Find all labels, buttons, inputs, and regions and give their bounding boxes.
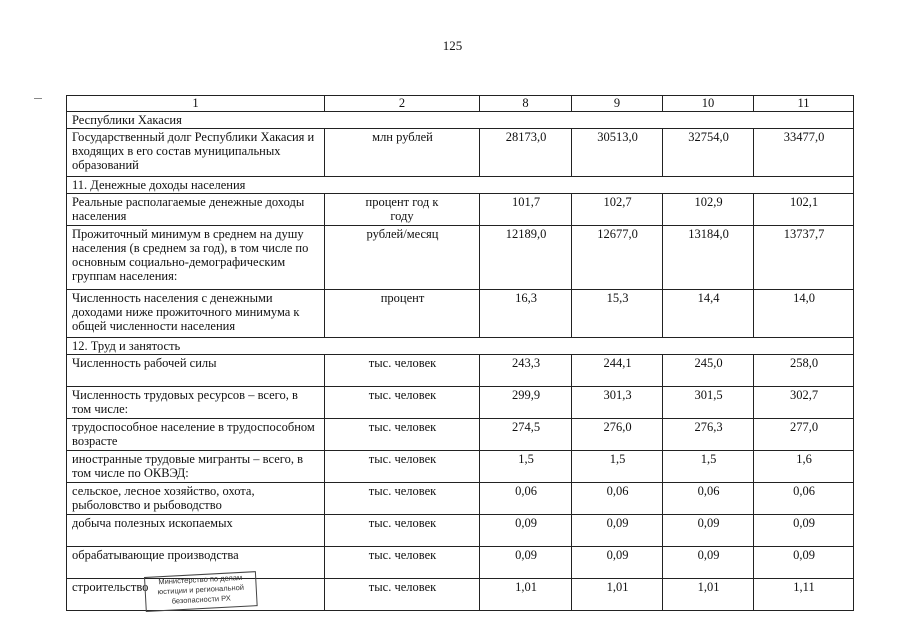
indicator-cell: Реальные располагаемые денежные доходы населения	[67, 194, 325, 226]
unit-cell: тыс. человек	[325, 387, 480, 419]
section-label: 12. Труд и занятость	[67, 338, 854, 355]
unit-cell: тыс. человек	[325, 419, 480, 451]
value-cell: 1,01	[572, 579, 663, 611]
table-row	[67, 419, 854, 451]
table-row	[67, 194, 854, 226]
value-cell: 258,0	[754, 355, 854, 387]
value-cell: 0,09	[480, 515, 572, 547]
unit-cell: тыс. человек	[325, 355, 480, 387]
value-cell: 0,09	[572, 547, 663, 579]
section-label: 11. Денежные доходы населения	[67, 177, 854, 194]
value-cell: 245,0	[663, 355, 754, 387]
value-cell: 1,01	[480, 579, 572, 611]
stamp-line: Министерство по делам	[158, 572, 243, 587]
indicator-cell: Численность населения с денежными доходами ниже прожиточного минимума к общей численности населения	[67, 290, 325, 338]
stamp-line: безопасности РХ	[171, 593, 232, 606]
value-cell: 13737,7	[754, 226, 854, 290]
value-cell: 276,0	[572, 419, 663, 451]
page-number: 125	[442, 38, 463, 53]
value-cell: 1,6	[754, 451, 854, 483]
value-cell: 0,09	[754, 547, 854, 579]
value-cell: 12677,0	[572, 226, 663, 290]
section-row	[67, 177, 854, 194]
table-row	[67, 387, 854, 419]
indicator-cell: Численность трудовых ресурсов – всего, в том числе:	[67, 387, 325, 419]
value-cell: 1,01	[663, 579, 754, 611]
value-cell: 102,9	[663, 194, 754, 226]
indicator-cell: Численность рабочей силы	[67, 355, 325, 387]
value-cell: 12189,0	[480, 226, 572, 290]
value-cell: 13184,0	[663, 226, 754, 290]
value-cell: 15,3	[572, 290, 663, 338]
table-header-row	[67, 96, 854, 112]
value-cell: 0,09	[480, 547, 572, 579]
header-cell: 2	[325, 96, 480, 112]
unit-cell: тыс. человек	[325, 547, 480, 579]
section-label: Республики Хакасия	[67, 112, 854, 129]
table-row	[67, 226, 854, 290]
table-row	[67, 547, 854, 579]
value-cell: 276,3	[663, 419, 754, 451]
value-cell: 33477,0	[754, 129, 854, 177]
registration-stamp	[144, 571, 258, 612]
value-cell: 0,09	[663, 515, 754, 547]
value-cell: 1,5	[572, 451, 663, 483]
table-row	[67, 129, 854, 177]
value-cell: 14,4	[663, 290, 754, 338]
indicator-cell: трудоспособное население в трудоспособном возрасте	[67, 419, 325, 451]
table-row	[67, 355, 854, 387]
header-cell: 10	[663, 96, 754, 112]
unit-cell: млн рублей	[325, 129, 480, 177]
unit-cell: тыс. человек	[325, 515, 480, 547]
value-cell: 16,3	[480, 290, 572, 338]
value-cell: 301,3	[572, 387, 663, 419]
header-cell: 8	[480, 96, 572, 112]
indicator-cell: добыча полезных ископаемых	[67, 515, 325, 547]
indicator-cell: обрабатывающие производства	[67, 547, 325, 579]
unit-cell: тыс. человек	[325, 483, 480, 515]
header-cell: 11	[754, 96, 854, 112]
unit-cell: процент год к году	[325, 194, 480, 226]
value-cell: 0,06	[572, 483, 663, 515]
value-cell: 1,11	[754, 579, 854, 611]
value-cell: 102,1	[754, 194, 854, 226]
value-cell: 0,06	[480, 483, 572, 515]
value-cell: 0,09	[572, 515, 663, 547]
indicator-cell: сельское, лесное хозяйство, охота, рыболовство и рыбоводство	[67, 483, 325, 515]
margin-mark	[34, 98, 42, 99]
value-cell: 299,9	[480, 387, 572, 419]
value-cell: 30513,0	[572, 129, 663, 177]
indicator-cell: строительство	[67, 579, 325, 611]
header-cell: 9	[572, 96, 663, 112]
indicator-cell: иностранные трудовые мигранты – всего, в том числе по ОКВЭД:	[67, 451, 325, 483]
value-cell: 274,5	[480, 419, 572, 451]
unit-cell: тыс. человек	[325, 451, 480, 483]
unit-cell: тыс. человек	[325, 579, 480, 611]
value-cell: 0,09	[663, 547, 754, 579]
table-row	[67, 290, 854, 338]
value-cell: 101,7	[480, 194, 572, 226]
value-cell: 1,5	[663, 451, 754, 483]
value-cell: 102,7	[572, 194, 663, 226]
table-row	[67, 483, 854, 515]
header-cell: 1	[67, 96, 325, 112]
indicator-cell: Прожиточный минимум в среднем на душу населения (в среднем за год), в том числе по основным социально-демографическим группам населения:	[67, 226, 325, 290]
unit-cell: рублей/месяц	[325, 226, 480, 290]
section-row	[67, 112, 854, 129]
table-row	[67, 515, 854, 547]
value-cell: 14,0	[754, 290, 854, 338]
value-cell: 32754,0	[663, 129, 754, 177]
value-cell: 28173,0	[480, 129, 572, 177]
stamp-line: юстиции и региональной	[157, 582, 245, 597]
value-cell: 0,06	[663, 483, 754, 515]
value-cell: 244,1	[572, 355, 663, 387]
statistics-table	[66, 95, 854, 611]
value-cell: 277,0	[754, 419, 854, 451]
value-cell: 0,06	[754, 483, 854, 515]
table-row	[67, 451, 854, 483]
value-cell: 1,5	[480, 451, 572, 483]
value-cell: 301,5	[663, 387, 754, 419]
value-cell: 302,7	[754, 387, 854, 419]
value-cell: 0,09	[754, 515, 854, 547]
unit-cell: процент	[325, 290, 480, 338]
section-row	[67, 338, 854, 355]
indicator-cell: Государственный долг Республики Хакасия и входящих в его состав муниципальных образований	[67, 129, 325, 177]
value-cell: 243,3	[480, 355, 572, 387]
